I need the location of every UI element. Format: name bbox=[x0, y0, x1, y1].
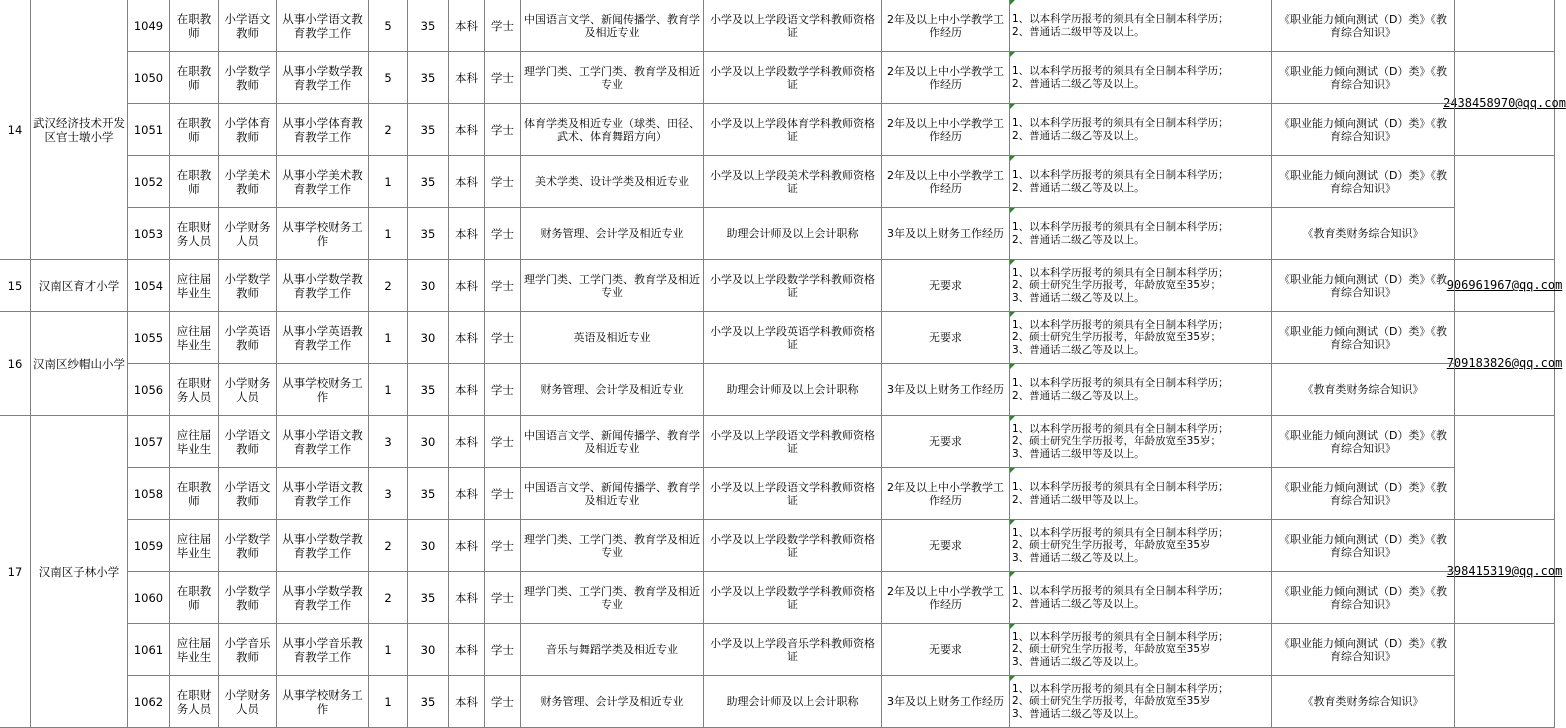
cell-other: 1、以本科学历报考的须具有全日制本科学历； 2、硕士研究生学历报考，年龄放宽至35岁 3、普通话二级乙等及以上。 bbox=[1010, 676, 1272, 728]
cell-other: 1、以本科学历报考的须具有全日制本科学历； 2、普通话二级甲等及以上。 bbox=[1010, 0, 1272, 52]
cell-age: 35 bbox=[408, 208, 449, 260]
cell-age: 30 bbox=[408, 260, 449, 312]
school-name: 汉南区纱帽山小学 bbox=[31, 312, 128, 416]
cell-exam: 《职业能力倾向测试（D）类》《教育综合知识》 bbox=[1272, 468, 1455, 520]
empty-cell bbox=[1455, 624, 1555, 728]
cell-other: 1、以本科学历报考的须具有全日制本科学历； 2、普通话二级乙等及以上。 bbox=[1010, 104, 1272, 156]
cell-cert: 助理会计师及以上会计职称 bbox=[704, 208, 882, 260]
cell-major: 英语及相近专业 bbox=[521, 312, 704, 364]
cell-edu: 本科 bbox=[449, 416, 485, 468]
cell-duty: 从事小学语文教育教学工作 bbox=[277, 416, 369, 468]
cell-cert: 小学及以上学段体育学科教师资格证 bbox=[704, 104, 882, 156]
cell-cert: 助理会计师及以上会计职称 bbox=[704, 364, 882, 416]
cell-num: 1 bbox=[369, 156, 408, 208]
cell-major: 美术学类、设计学类及相近专业 bbox=[521, 156, 704, 208]
cell-code: 1050 bbox=[128, 52, 170, 104]
cell-edu: 本科 bbox=[449, 520, 485, 572]
cell-cert: 助理会计师及以上会计职称 bbox=[704, 676, 882, 728]
cell-type: 应往届毕业生 bbox=[170, 312, 219, 364]
cell-edu: 本科 bbox=[449, 468, 485, 520]
cell-exp: 3年及以上财务工作经历 bbox=[882, 676, 1010, 728]
cell-duty: 从事小学数学教育教学工作 bbox=[277, 52, 369, 104]
contact-email-link[interactable]: 2438458970@qq.com bbox=[1455, 52, 1555, 156]
cell-major: 财务管理、会计学及相近专业 bbox=[521, 364, 704, 416]
cell-type: 在职教师 bbox=[170, 52, 219, 104]
cell-code: 1052 bbox=[128, 156, 170, 208]
empty-cell bbox=[1455, 0, 1555, 52]
cell-type: 在职财务人员 bbox=[170, 676, 219, 728]
cell-degree: 学士 bbox=[485, 364, 521, 416]
cell-degree: 学士 bbox=[485, 312, 521, 364]
cell-code: 1053 bbox=[128, 208, 170, 260]
cell-type: 在职财务人员 bbox=[170, 208, 219, 260]
cell-exp: 2年及以上中小学教学工作经历 bbox=[882, 52, 1010, 104]
cell-duty: 从事小学英语教育教学工作 bbox=[277, 312, 369, 364]
cell-cert: 小学及以上学段语文学科教师资格证 bbox=[704, 416, 882, 468]
cell-major: 理学门类、工学门类、教育学及相近专业 bbox=[521, 52, 704, 104]
cell-exam: 《教育类财务综合知识》 bbox=[1272, 676, 1455, 728]
cell-type: 在职教师 bbox=[170, 156, 219, 208]
cell-num: 2 bbox=[369, 260, 408, 312]
cell-edu: 本科 bbox=[449, 52, 485, 104]
cell-duty: 从事小学语文教育教学工作 bbox=[277, 0, 369, 52]
cell-edu: 本科 bbox=[449, 260, 485, 312]
cell-duty: 从事学校财务工作 bbox=[277, 676, 369, 728]
cell-age: 35 bbox=[408, 572, 449, 624]
cell-exp: 无要求 bbox=[882, 260, 1010, 312]
cell-major: 财务管理、会计学及相近专业 bbox=[521, 676, 704, 728]
cell-other: 1、以本科学历报考的须具有全日制本科学历； 2、硕士研究生学历报考，年龄放宽至35岁 3、普通话二级乙等及以上。 bbox=[1010, 624, 1272, 676]
cell-code: 1051 bbox=[128, 104, 170, 156]
cell-major: 理学门类、工学门类、教育学及相近专业 bbox=[521, 572, 704, 624]
cell-age: 35 bbox=[408, 468, 449, 520]
cell-edu: 本科 bbox=[449, 364, 485, 416]
cell-post: 小学财务人员 bbox=[219, 676, 277, 728]
cell-num: 3 bbox=[369, 468, 408, 520]
cell-post: 小学语文教师 bbox=[219, 0, 277, 52]
cell-degree: 学士 bbox=[485, 0, 521, 52]
cell-cert: 小学及以上学段数学学科教师资格证 bbox=[704, 260, 882, 312]
cell-age: 35 bbox=[408, 156, 449, 208]
cell-post: 小学财务人员 bbox=[219, 364, 277, 416]
cell-exam: 《职业能力倾向测试（D）类》《教育综合知识》 bbox=[1272, 520, 1455, 572]
cell-exp: 2年及以上中小学教学工作经历 bbox=[882, 156, 1010, 208]
cell-type: 在职教师 bbox=[170, 0, 219, 52]
cell-num: 3 bbox=[369, 416, 408, 468]
cell-exp: 无要求 bbox=[882, 520, 1010, 572]
cell-edu: 本科 bbox=[449, 0, 485, 52]
school-name: 汉南区育才小学 bbox=[31, 260, 128, 312]
cell-exam: 《职业能力倾向测试（D）类》《教育综合知识》 bbox=[1272, 416, 1455, 468]
cell-other: 1、以本科学历报考的须具有全日制本科学历； 2、硕士研究生学历报考，年龄放宽至35岁； 3、普通话二级乙等及以上。 bbox=[1010, 260, 1272, 312]
cell-duty: 从事小学数学教育教学工作 bbox=[277, 572, 369, 624]
cell-post: 小学语文教师 bbox=[219, 468, 277, 520]
cell-degree: 学士 bbox=[485, 468, 521, 520]
cell-code: 1057 bbox=[128, 416, 170, 468]
cell-exam: 《职业能力倾向测试（D）类》《教育综合知识》 bbox=[1272, 312, 1455, 364]
cell-code: 1058 bbox=[128, 468, 170, 520]
cell-post: 小学数学教师 bbox=[219, 520, 277, 572]
cell-duty: 从事小学数学教育教学工作 bbox=[277, 520, 369, 572]
cell-degree: 学士 bbox=[485, 676, 521, 728]
cell-type: 在职教师 bbox=[170, 104, 219, 156]
cell-num: 1 bbox=[369, 676, 408, 728]
cell-num: 1 bbox=[369, 624, 408, 676]
cell-age: 30 bbox=[408, 520, 449, 572]
cell-num: 1 bbox=[369, 312, 408, 364]
cell-type: 在职教师 bbox=[170, 468, 219, 520]
cell-code: 1056 bbox=[128, 364, 170, 416]
cell-post: 小学数学教师 bbox=[219, 260, 277, 312]
cell-other: 1、以本科学历报考的须具有全日制本科学历； 2、普通话二级甲等及以上。 bbox=[1010, 468, 1272, 520]
cell-exam: 《教育类财务综合知识》 bbox=[1272, 208, 1455, 260]
cell-post: 小学音乐教师 bbox=[219, 624, 277, 676]
cell-age: 30 bbox=[408, 416, 449, 468]
cell-age: 35 bbox=[408, 104, 449, 156]
cell-code: 1054 bbox=[128, 260, 170, 312]
cell-cert: 小学及以上学段数学学科教师资格证 bbox=[704, 52, 882, 104]
cell-major: 理学门类、工学门类、教育学及相近专业 bbox=[521, 260, 704, 312]
cell-num: 2 bbox=[369, 104, 408, 156]
cell-age: 35 bbox=[408, 676, 449, 728]
cell-other: 1、以本科学历报考的须具有全日制本科学历； 2、硕士研究生学历报考，年龄放宽至35岁； 3、普通话二级乙等及以上。 bbox=[1010, 312, 1272, 364]
cell-exam: 《职业能力倾向测试（D）类》《教育综合知识》 bbox=[1272, 572, 1455, 624]
cell-post: 小学语文教师 bbox=[219, 416, 277, 468]
cell-post: 小学美术教师 bbox=[219, 156, 277, 208]
cell-post: 小学数学教师 bbox=[219, 572, 277, 624]
cell-exam: 《教育类财务综合知识》 bbox=[1272, 364, 1455, 416]
cell-edu: 本科 bbox=[449, 156, 485, 208]
cell-post: 小学数学教师 bbox=[219, 52, 277, 104]
cell-degree: 学士 bbox=[485, 416, 521, 468]
cell-exp: 无要求 bbox=[882, 416, 1010, 468]
cell-edu: 本科 bbox=[449, 208, 485, 260]
cell-post: 小学财务人员 bbox=[219, 208, 277, 260]
cell-other: 1、以本科学历报考的须具有全日制本科学历； 2、普通话二级乙等及以上。 bbox=[1010, 572, 1272, 624]
empty-cell bbox=[1455, 416, 1555, 520]
cell-exam: 《职业能力倾向测试（D）类》《教育综合知识》 bbox=[1272, 104, 1455, 156]
cell-degree: 学士 bbox=[485, 208, 521, 260]
cell-degree: 学士 bbox=[485, 52, 521, 104]
cell-degree: 学士 bbox=[485, 156, 521, 208]
cell-code: 1060 bbox=[128, 572, 170, 624]
cell-other: 1、以本科学历报考的须具有全日制本科学历； 2、硕士研究生学历报考，年龄放宽至35岁； 3、普通话二级甲等及以上。 bbox=[1010, 416, 1272, 468]
cell-exp: 3年及以上财务工作经历 bbox=[882, 364, 1010, 416]
cell-exp: 3年及以上财务工作经历 bbox=[882, 208, 1010, 260]
cell-num: 2 bbox=[369, 520, 408, 572]
cell-code: 1049 bbox=[128, 0, 170, 52]
cell-major: 财务管理、会计学及相近专业 bbox=[521, 208, 704, 260]
cell-age: 30 bbox=[408, 624, 449, 676]
cell-cert: 小学及以上学段英语学科教师资格证 bbox=[704, 312, 882, 364]
cell-cert: 小学及以上学段美术学科教师资格证 bbox=[704, 156, 882, 208]
cell-num: 1 bbox=[369, 208, 408, 260]
cell-major: 中国语言文学、新闻传播学、教育学及相近专业 bbox=[521, 416, 704, 468]
cell-duty: 从事学校财务工作 bbox=[277, 208, 369, 260]
cell-exam: 《职业能力倾向测试（D）类》《教育综合知识》 bbox=[1272, 156, 1455, 208]
cell-exp: 2年及以上中小学教学工作经历 bbox=[882, 572, 1010, 624]
cell-other: 1、以本科学历报考的须具有全日制本科学历； 2、普通话二级乙等及以上。 bbox=[1010, 364, 1272, 416]
cell-code: 1062 bbox=[128, 676, 170, 728]
group-number: 15 bbox=[0, 260, 31, 312]
cell-duty: 从事学校财务工作 bbox=[277, 364, 369, 416]
school-name: 汉南区子林小学 bbox=[31, 416, 128, 728]
cell-cert: 小学及以上学段数学学科教师资格证 bbox=[704, 572, 882, 624]
cell-type: 应往届毕业生 bbox=[170, 624, 219, 676]
contact-email-link[interactable]: 398415319@qq.com bbox=[1455, 520, 1555, 624]
cell-num: 5 bbox=[369, 52, 408, 104]
cell-cert: 小学及以上学段语文学科教师资格证 bbox=[704, 468, 882, 520]
cell-exam: 《职业能力倾向测试（D）类》《教育综合知识》 bbox=[1272, 624, 1455, 676]
cell-age: 35 bbox=[408, 0, 449, 52]
cell-edu: 本科 bbox=[449, 104, 485, 156]
contact-email-link[interactable]: 709183826@qq.com bbox=[1455, 312, 1555, 416]
cell-post: 小学体育教师 bbox=[219, 104, 277, 156]
cell-exam: 《职业能力倾向测试（D）类》《教育综合知识》 bbox=[1272, 0, 1455, 52]
cell-num: 5 bbox=[369, 0, 408, 52]
cell-type: 在职教师 bbox=[170, 572, 219, 624]
group-number: 14 bbox=[0, 0, 31, 260]
cell-duty: 从事小学体育教育教学工作 bbox=[277, 104, 369, 156]
cell-code: 1061 bbox=[128, 624, 170, 676]
cell-degree: 学士 bbox=[485, 624, 521, 676]
cell-code: 1059 bbox=[128, 520, 170, 572]
cell-other: 1、以本科学历报考的须具有全日制本科学历； 2、普通话二级乙等及以上。 bbox=[1010, 208, 1272, 260]
cell-age: 35 bbox=[408, 364, 449, 416]
cell-exp: 2年及以上中小学教学工作经历 bbox=[882, 0, 1010, 52]
cell-other: 1、以本科学历报考的须具有全日制本科学历； 2、硕士研究生学历报考，年龄放宽至35岁 3、普通话二级乙等及以上。 bbox=[1010, 520, 1272, 572]
cell-exp: 2年及以上中小学教学工作经历 bbox=[882, 104, 1010, 156]
cell-exam: 《职业能力倾向测试（D）类》《教育综合知识》 bbox=[1272, 260, 1455, 312]
cell-degree: 学士 bbox=[485, 572, 521, 624]
cell-duty: 从事小学数学教育教学工作 bbox=[277, 260, 369, 312]
cell-duty: 从事小学音乐教育教学工作 bbox=[277, 624, 369, 676]
cell-exam: 《职业能力倾向测试（D）类》《教育综合知识》 bbox=[1272, 52, 1455, 104]
cell-other: 1、以本科学历报考的须具有全日制本科学历； 2、普通话二级乙等及以上。 bbox=[1010, 156, 1272, 208]
cell-cert: 小学及以上学段数学学科教师资格证 bbox=[704, 520, 882, 572]
cell-degree: 学士 bbox=[485, 260, 521, 312]
cell-code: 1055 bbox=[128, 312, 170, 364]
cell-post: 小学英语教师 bbox=[219, 312, 277, 364]
cell-degree: 学士 bbox=[485, 520, 521, 572]
cell-edu: 本科 bbox=[449, 624, 485, 676]
empty-cell bbox=[1455, 156, 1555, 260]
cell-major: 理学门类、工学门类、教育学及相近专业 bbox=[521, 520, 704, 572]
cell-major: 中国语言文学、新闻传播学、教育学及相近专业 bbox=[521, 0, 704, 52]
cell-edu: 本科 bbox=[449, 572, 485, 624]
cell-cert: 小学及以上学段语文学科教师资格证 bbox=[704, 0, 882, 52]
contact-email-link[interactable]: 906961967@qq.com bbox=[1455, 260, 1555, 312]
cell-age: 30 bbox=[408, 312, 449, 364]
cell-other: 1、以本科学历报考的须具有全日制本科学历； 2、普通话二级乙等及以上。 bbox=[1010, 52, 1272, 104]
cell-age: 35 bbox=[408, 52, 449, 104]
cell-type: 在职财务人员 bbox=[170, 364, 219, 416]
cell-exp: 2年及以上中小学教学工作经历 bbox=[882, 468, 1010, 520]
cell-exp: 无要求 bbox=[882, 312, 1010, 364]
cell-type: 应往届毕业生 bbox=[170, 260, 219, 312]
cell-edu: 本科 bbox=[449, 676, 485, 728]
cell-duty: 从事小学美术教育教学工作 bbox=[277, 156, 369, 208]
cell-edu: 本科 bbox=[449, 312, 485, 364]
cell-num: 2 bbox=[369, 572, 408, 624]
cell-duty: 从事小学语文教育教学工作 bbox=[277, 468, 369, 520]
cell-cert: 小学及以上学段音乐学科教师资格证 bbox=[704, 624, 882, 676]
cell-num: 1 bbox=[369, 364, 408, 416]
cell-type: 应往届毕业生 bbox=[170, 416, 219, 468]
group-number: 16 bbox=[0, 312, 31, 416]
cell-major: 音乐与舞蹈学类及相近专业 bbox=[521, 624, 704, 676]
cell-type: 应往届毕业生 bbox=[170, 520, 219, 572]
group-number: 17 bbox=[0, 416, 31, 728]
cell-major: 体育学类及相近专业（球类、田径、武术、体育舞蹈方向） bbox=[521, 104, 704, 156]
school-name: 武汉经济技术开发区官士墩小学 bbox=[31, 0, 128, 260]
cell-major: 中国语言文学、新闻传播学、教育学及相近专业 bbox=[521, 468, 704, 520]
cell-exp: 无要求 bbox=[882, 624, 1010, 676]
cell-degree: 学士 bbox=[485, 104, 521, 156]
